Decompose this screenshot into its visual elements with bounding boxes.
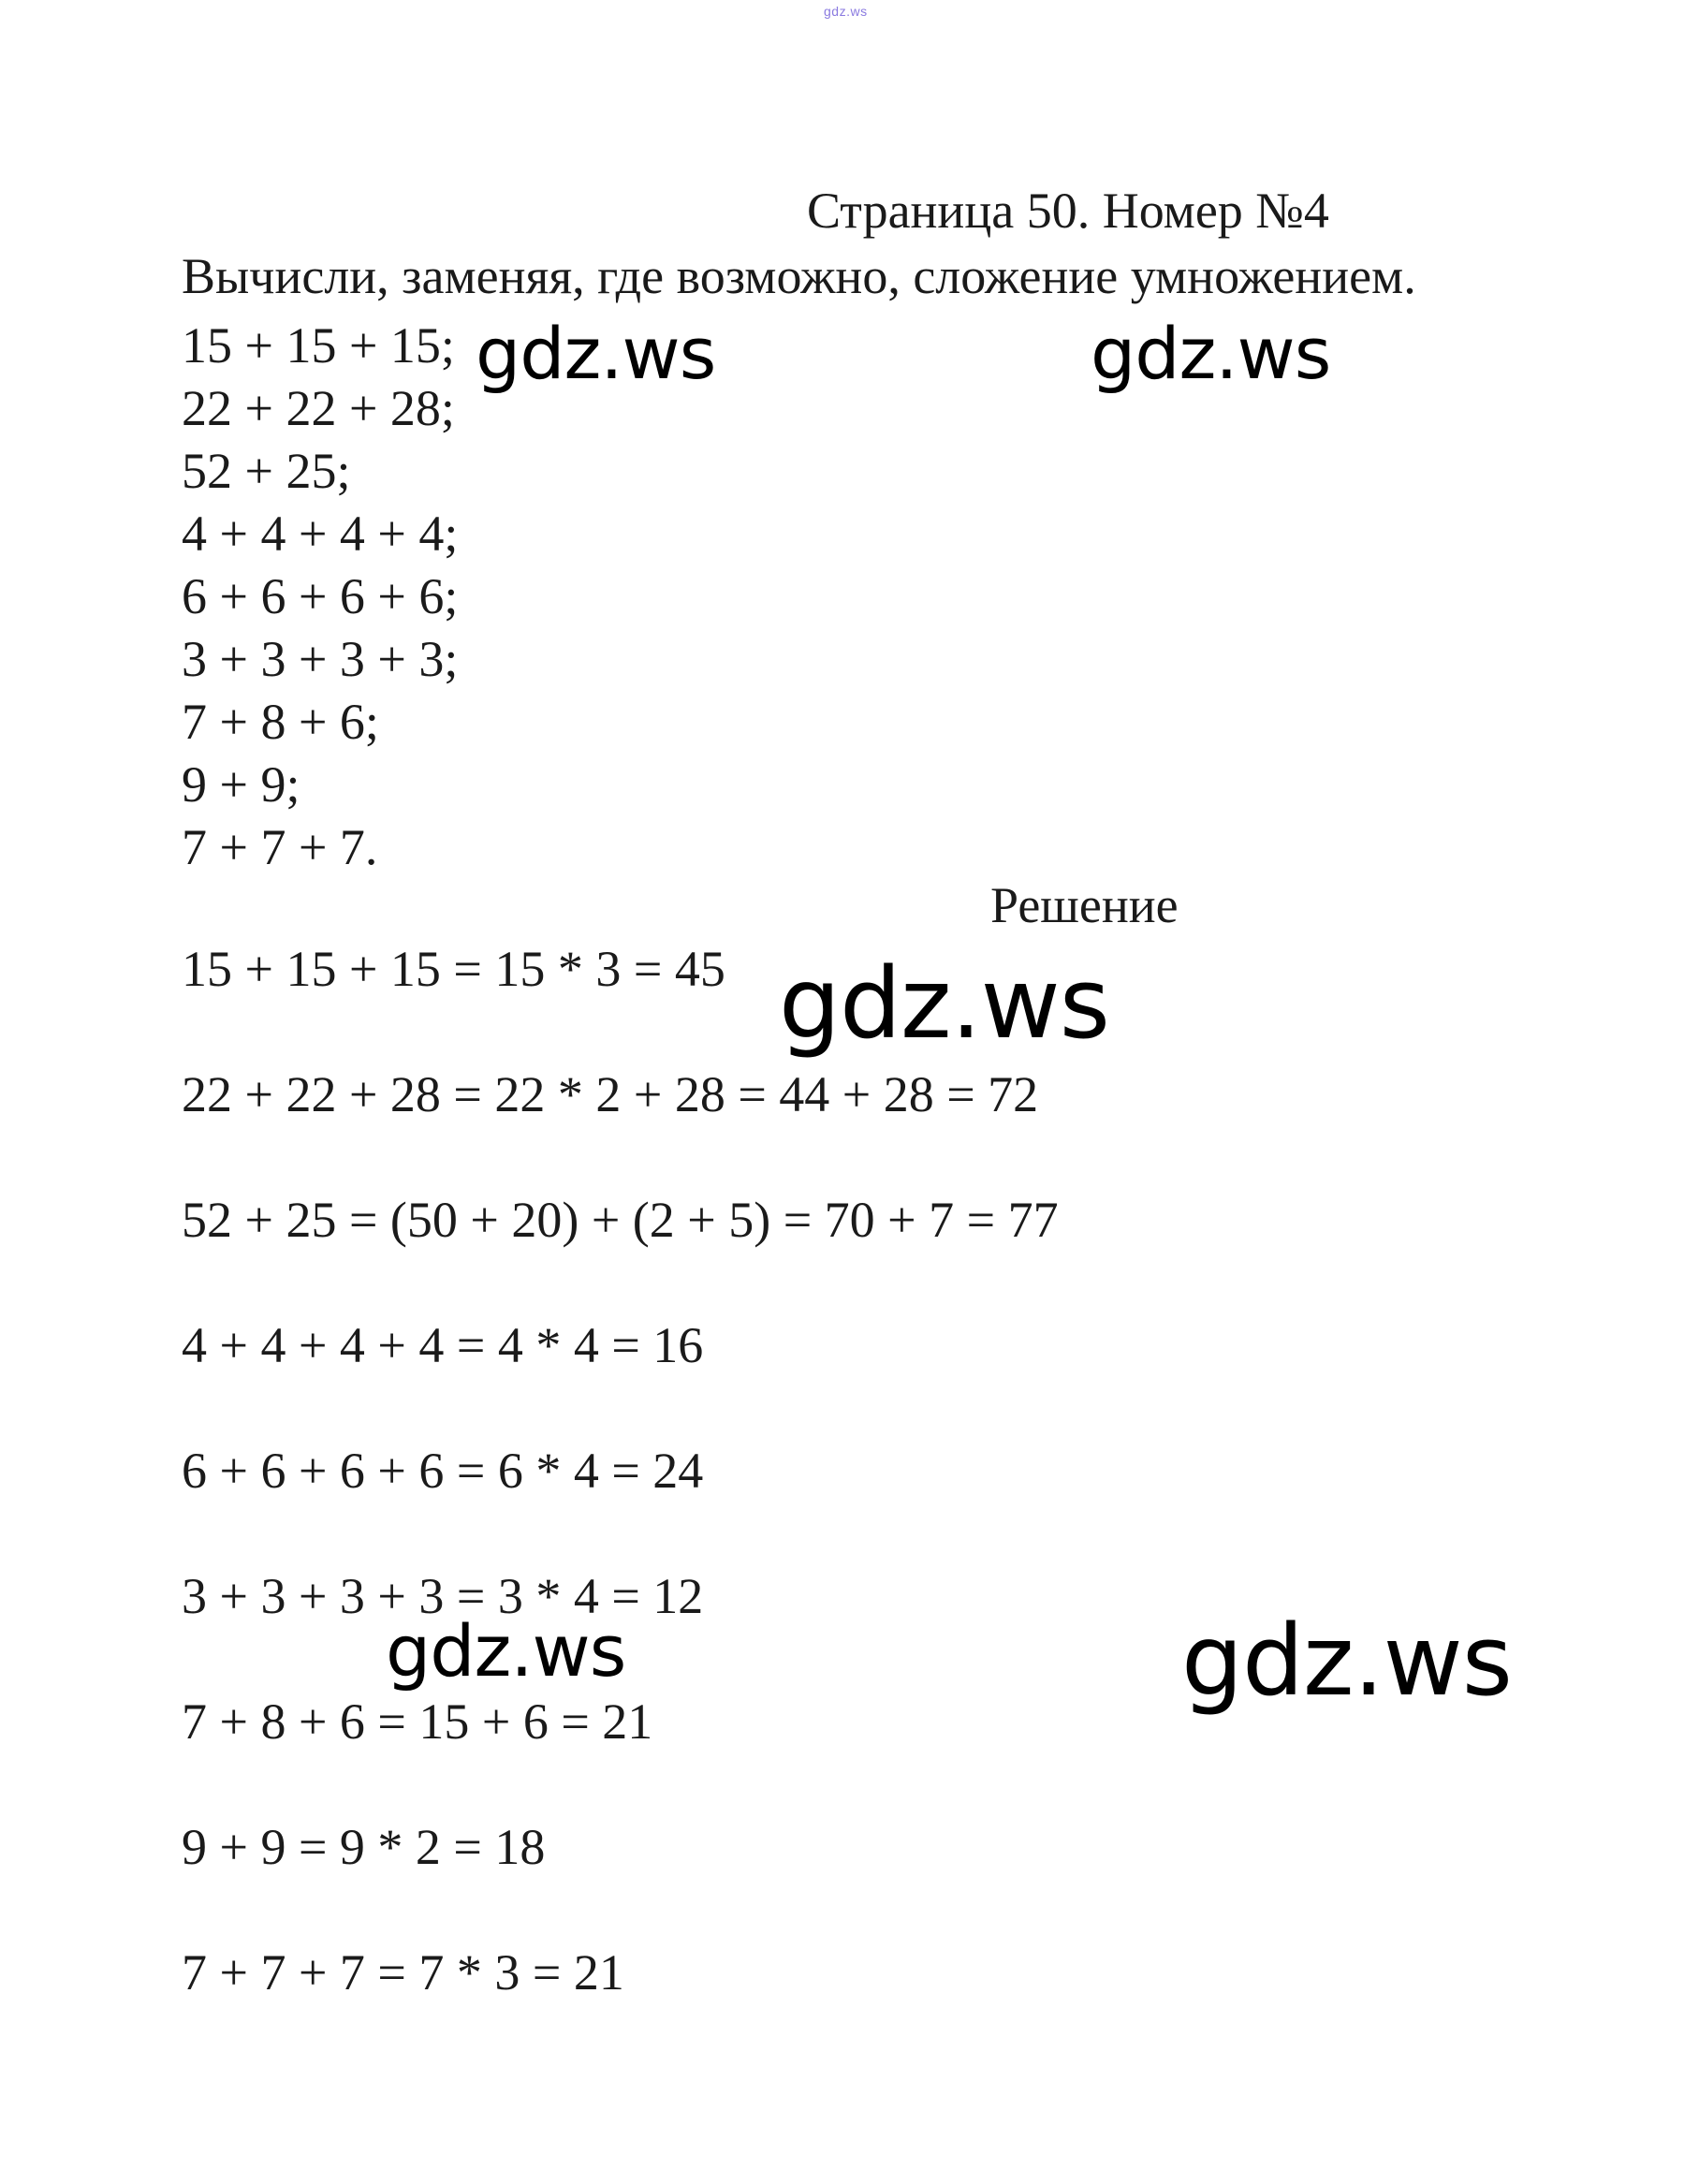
problem-item: 7 + 7 + 7. [182,819,378,875]
problem-item: 22 + 22 + 28; [182,380,455,436]
watermark: gdz.ws [1181,1604,1512,1718]
task-statement: Вычисли, заменяя, где возможно, сложение умножением. [182,248,1416,304]
solution-line: 15 + 15 + 15 = 15 * 3 = 45 [182,941,725,997]
solution-line: 7 + 7 + 7 = 7 * 3 = 21 [182,1944,624,2001]
solution-list [182,938,1059,2067]
problem-item: 7 + 8 + 6; [182,694,379,750]
problem-item: 6 + 6 + 6 + 6; [182,568,459,624]
watermark: gdz.ws [386,1609,626,1693]
problem-item: 4 + 4 + 4 + 4; [182,506,459,562]
solution-line: 6 + 6 + 6 + 6 = 6 * 4 = 24 [182,1443,704,1499]
page-title: Страница 50. Номер №4 [807,183,1329,239]
watermark: gdz.ws [779,946,1109,1061]
problem-item: 9 + 9; [182,756,300,813]
solution-line: 7 + 8 + 6 = 15 + 6 = 21 [182,1693,653,1750]
problem-item: 15 + 15 + 15; [182,317,455,374]
problem-item: 3 + 3 + 3 + 3; [182,631,459,687]
top-watermark: gdz.ws [824,4,868,19]
solution-heading: Решение [990,877,1179,933]
solution-line: 3 + 3 + 3 + 3 = 3 * 4 = 12 [182,1568,704,1624]
solution-line: 4 + 4 + 4 + 4 = 4 * 4 = 16 [182,1317,704,1373]
solution-line: 22 + 22 + 28 = 22 * 2 + 28 = 44 + 28 = 72 [182,1066,1039,1122]
problem-item: 52 + 25; [182,443,351,499]
watermark: gdz.ws [476,312,716,395]
solution-line: 52 + 25 = (50 + 20) + (2 + 5) = 70 + 7 = 77 [182,1192,1059,1248]
solution-line: 9 + 9 = 9 * 2 = 18 [182,1819,546,1875]
problem-list [182,315,458,879]
watermark: gdz.ws [1091,312,1331,395]
